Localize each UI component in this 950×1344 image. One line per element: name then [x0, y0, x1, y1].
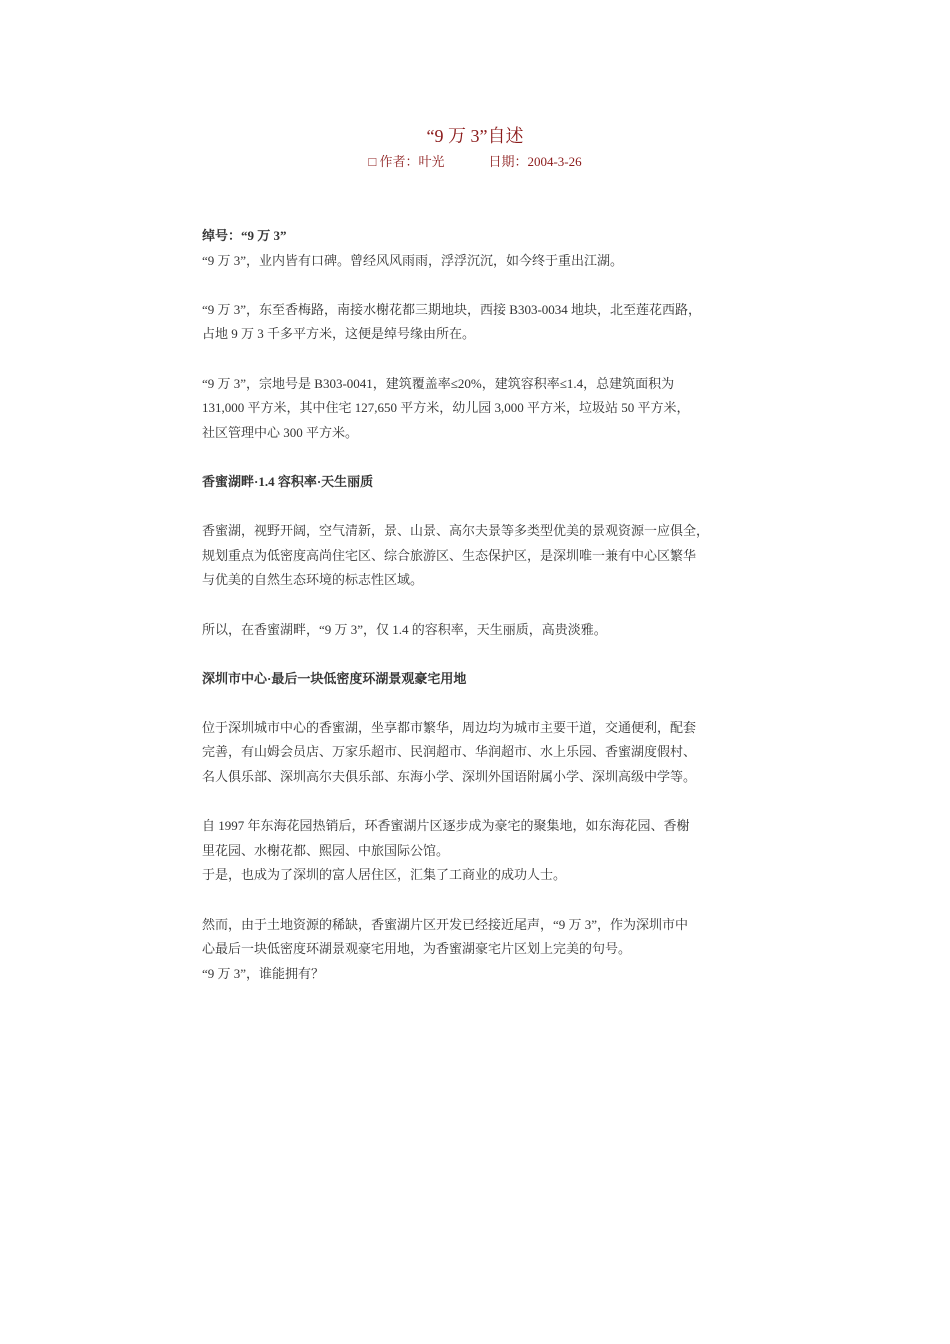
date-line: 日期：2004-3-26: [488, 154, 582, 169]
paragraph-line: 自 1997 年东海花园热销后，环香蜜湖片区逐步成为豪宅的聚集地，如东海花园、香榭: [202, 818, 690, 834]
paragraph-spacer: [202, 347, 762, 372]
paragraph-line: 占地 9 万 3 千多平方米，这便是绰号缘由所在。: [202, 326, 476, 342]
paragraph-line: 位于深圳城市中心的香蜜湖，坐享都市繁华，周边均为城市主要干道，交通便利，配套: [202, 719, 697, 735]
paragraph-line: 131,000 平方米，其中住宅 127,650 平方米，幼儿园 3,000 平方米，垃圾站 50 平方米，: [202, 400, 690, 416]
paragraph-line: 里花园、水榭花都、熙园、中旅国际公馆。: [202, 842, 450, 858]
paragraph-spacer: [202, 888, 762, 913]
paragraph-line: 规划重点为低密度高尚住宅区、综合旅游区、生态保护区，是深圳唯一兼有中心区繁华: [202, 547, 697, 563]
paragraph-line: 然而，由于土地资源的稀缺，香蜜湖片区开发已经接近尾声，“9 万 3”，作为深圳市中: [202, 916, 689, 932]
paragraph-spacer: [202, 273, 762, 298]
section-heading: 深圳市中心·最后一块低密度环湖景观豪宅用地: [202, 670, 467, 686]
paragraph-line: 社区管理中心 300 平方米。: [202, 424, 359, 440]
paragraph-line: 完善，有山姆会员店、万家乐超市、民润超市、华润超市、水上乐园、香蜜湖度假村、: [202, 744, 697, 760]
paragraph-line: 心最后一块低密度环湖景观豪宅用地，为香蜜湖豪宅片区划上完美的句号。: [202, 941, 632, 957]
paragraph-line: 于是，也成为了深圳的富人居住区，汇集了工商业的成功人士。: [202, 867, 567, 883]
article-body: [202, 224, 762, 986]
paragraph-line: 名人俱乐部、深圳高尔夫俱乐部、东海小学、深圳外国语附属小学、深圳高级中学等。: [202, 769, 697, 785]
author-line: □ 作者：叶光: [368, 154, 445, 169]
paragraph-spacer: [202, 445, 762, 470]
paragraph-spacer: [202, 691, 762, 716]
paragraph-spacer: [202, 642, 762, 667]
paragraph-line: 与优美的自然生态环境的标志性区域。: [202, 572, 424, 588]
section-heading: 香蜜湖畔·1.4 容积率·天生丽质: [202, 473, 374, 489]
paragraph-spacer: [202, 790, 762, 815]
paragraph-spacer: [202, 593, 762, 618]
paragraph-line: 所以，在香蜜湖畔，“9 万 3”，仅 1.4 的容积率，天生丽质，高贵淡雅。: [202, 621, 607, 637]
paragraph-line: “9 万 3”，业内皆有口碑。曾经风风雨雨，浮浮沉沉，如今终于重出江湖。: [202, 252, 624, 268]
paragraph-spacer: [202, 495, 762, 520]
paragraph-line: “9 万 3”，宗地号是 B303-0041，建筑覆盖率≤20%，建筑容积率≤1.4，总建筑面积为: [202, 375, 675, 391]
article-meta: [0, 152, 950, 172]
article-title: “9 万 3”自述: [426, 126, 524, 146]
paragraph-line: “9 万 3”，谁能拥有？: [202, 965, 325, 981]
paragraph-line: 香蜜湖，视野开阔，空气清新，景、山景、高尔夫景等多类型优美的景观资源一应俱全，: [202, 523, 710, 539]
section-heading: 绰号：“9 万 3”: [202, 228, 287, 243]
paragraph-line: “9 万 3”，东至香梅路，南接水榭花都三期地块，西接 B303-0034 地块，北至莲花西路，: [202, 301, 702, 317]
